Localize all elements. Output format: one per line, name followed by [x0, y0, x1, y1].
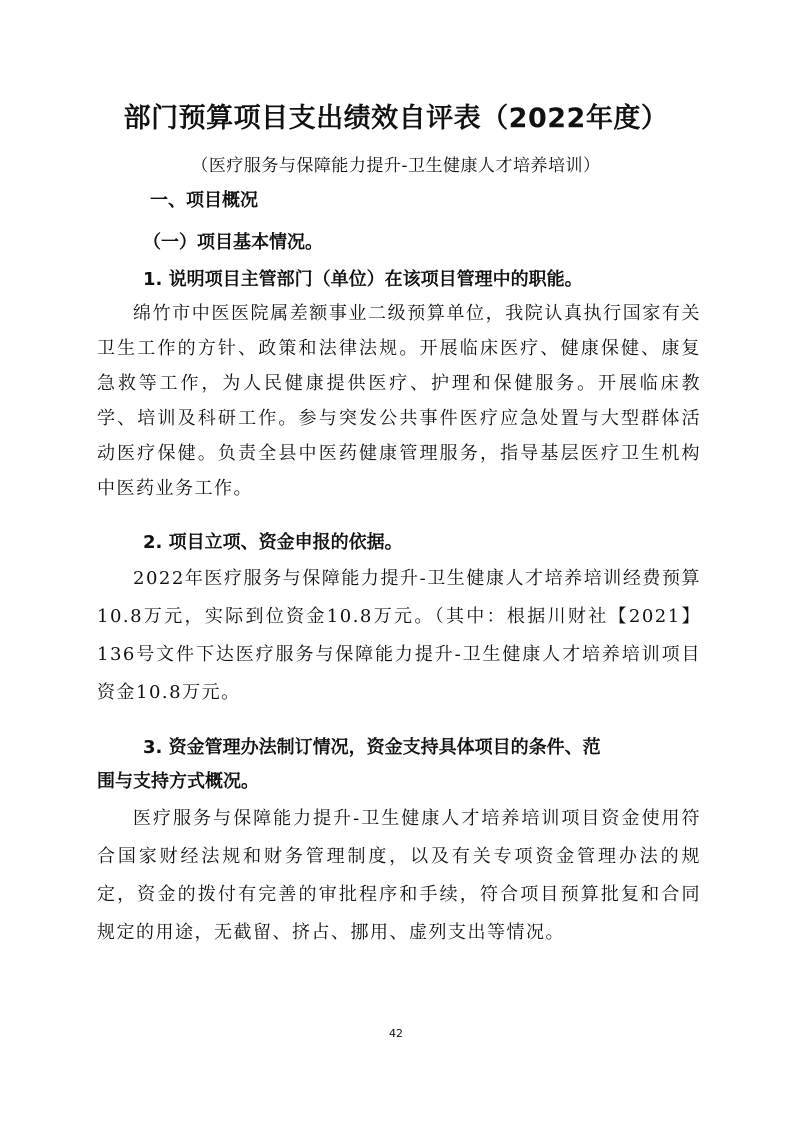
section-heading-project-overview: 一、项目概况 [150, 190, 258, 211]
item3-body: 医疗服务与保障能力提升-卫生健康人才培养培训项目资金使用符合国家财经法规和财务管理制度，以及有关专项资金管理办法的规定，资金的拨付有完善的审批程序和手续，符合项目预算批复和合同规定的用途，无截留、挤占、挪用、虚列支出等情况。 [97, 808, 701, 943]
item2-heading: 2. 项目立项、资金申报的依据。 [143, 532, 403, 553]
page-subtitle: （医疗服务与保障能力提升-卫生健康人才培养培训） [191, 156, 601, 176]
item1-heading: 1. 说明项目主管部门（单位）在该项目管理中的职能。 [143, 269, 583, 290]
item3-heading-line2: 围与支持方式概况。 [97, 771, 259, 792]
page-title: 部门预算项目支出绩效自评表（2022年度） [123, 103, 669, 134]
item1-body: 绵竹市中医医院属差额事业二级预算单位，我院认真执行国家有关卫生工作的方针、政策和法律法规。开展临床医疗、健康保健、康复急救等工作，为人民健康提供医疗、护理和保健服务。开展临床教学、培训及科研工作。参与突发公共事件医疗应急处置与大型群体活动医疗保健。负责全县中医药健康管理服务，指导基层医疗卫生机构中医药业务工作。 [97, 303, 701, 499]
item2-body: 2022年医疗服务与保障能力提升-卫生健康人才培养培训经费预算10.8万元，实际到位资金10.8万元。（其中：根据川财社【2021】136号文件下达医疗服务与保障能力提升-卫生健康人才培养培训项目资金10.8万元。 [97, 568, 701, 703]
page-number: 42 [389, 1027, 403, 1040]
subsection-heading-basic-info: （一）项目基本情况。 [143, 232, 323, 253]
item3-heading-line1: 3. 资金管理办法制订情况，资金支持具体项目的条件、范 [143, 737, 601, 758]
